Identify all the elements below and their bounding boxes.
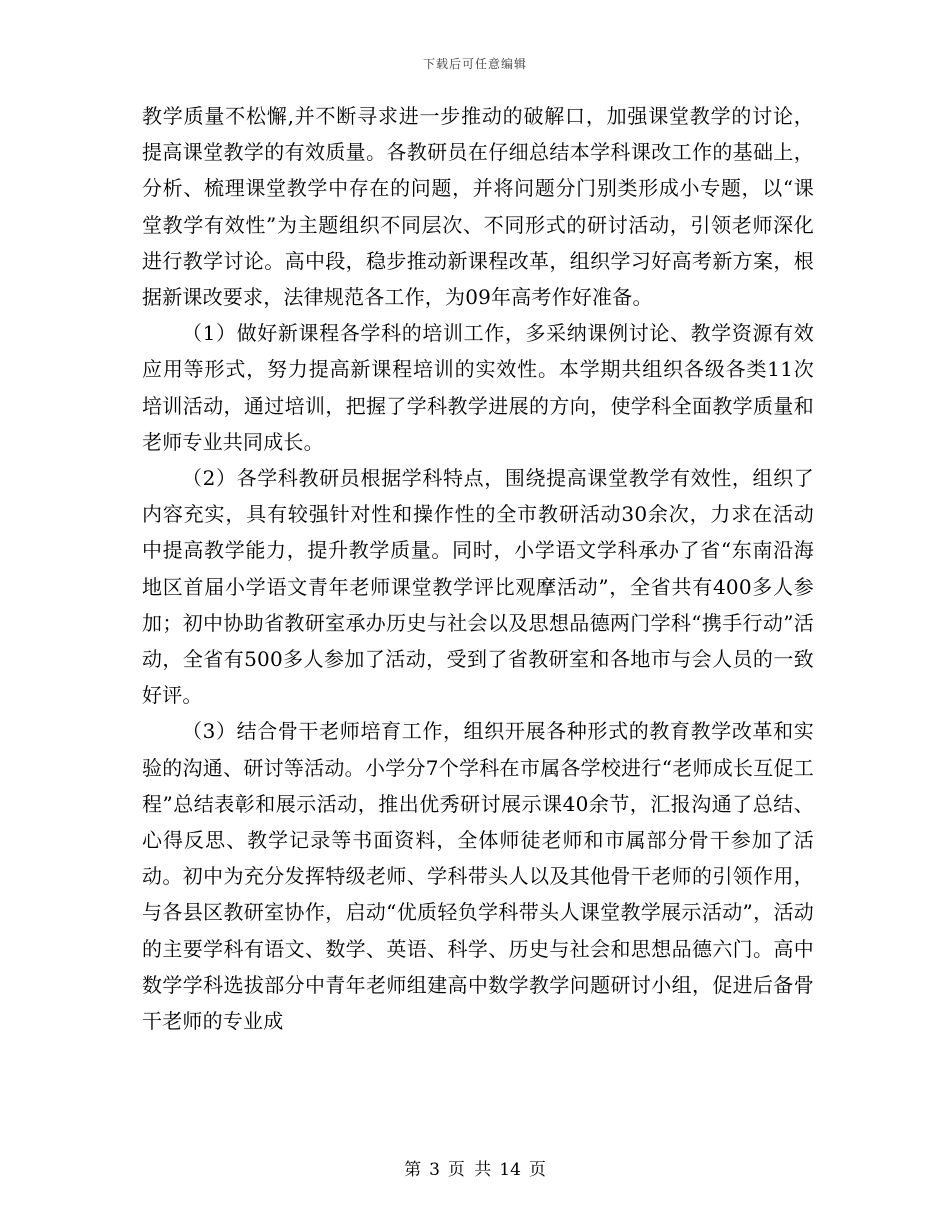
footer-total-pages: 14 [499, 1160, 521, 1180]
footer-prefix: 第 [404, 1160, 422, 1180]
footer-suffix: 页 [528, 1160, 546, 1180]
paragraph-intro: 教学质量不松懈,并不断寻求进一步推动的破解口，加强课堂教学的讨论，提高课堂教学的有效质量。各教研员在仔细总结本学科课改工作的基础上，分析、梳理课堂教学中存在的问题，并将问题分门别类形成小专题，以“课堂教学有效性”为主题组织不同层次、不同形式的研讨活动，引领老师深化进行教学讨论。高中段，稳步推动新课程改革，组织学习好高考新方案，根据新课改要求，法律规范各工作，为09年高考作好准备。 [142, 104, 814, 310]
footer-current-page: 3 [429, 1160, 440, 1180]
paragraph-item-1: （1）做好新课程各学科的培训工作，多采纳课例讨论、教学资源有效应用等形式，努力提高新课程培训的实效性。本学期共组织各级各类11次培训活动，通过培训，把握了学科教学进展的方向，使学科全面教学质量和老师专业共同成长。 [142, 321, 814, 454]
paragraph-item-2: （2）各学科教研员根据学科特点，围绕提高课堂教学有效性，组织了内容充实，具有较强针对性和操作性的全市教研活动30余次，力求在活动中提高教学能力，提升教学质量。同时，小学语文学科承办了省“东南沿海地区首届小学语文青年老师课堂教学评比观摩活动”，全省共有400多人参加；初中协助省教研室承办历史与社会以及思想品德两门学科“携手行动”活动，全省有500多人参加了活动，受到了省教研室和各地市与会人员的一致好评。 [142, 466, 814, 708]
footer-middle: 页 共 [447, 1160, 492, 1180]
page-header: 下载后可任意编辑 [422, 57, 527, 71]
paragraph-item-3: （3）结合骨干老师培育工作，组织开展各种形式的教育教学改革和实验的沟通、研讨等活动。小学分7个学科在市属各学校进行“老师成长互促工程”总结表彰和展示活动，推出优秀研讨展示课40余节，汇报沟通了总结、心得反思、教学记录等书面资料，全体师徒老师和市属部分骨干参加了活动。初中为充分发挥特级老师、学科带头人以及其他骨干老师的引领作用，与各县区教研室协作，启动“优质轻负学科带头人课堂教学展示活动”，活动的主要学科有语文、数学、英语、科学、历史与社会和思想品德六门。高中数学学科选拔部分中青年老师组建高中数学教学问题研讨小组，促进后备骨干老师的专业成 [142, 719, 814, 1034]
page-footer [0, 1155, 950, 1180]
document-body [142, 98, 814, 1039]
